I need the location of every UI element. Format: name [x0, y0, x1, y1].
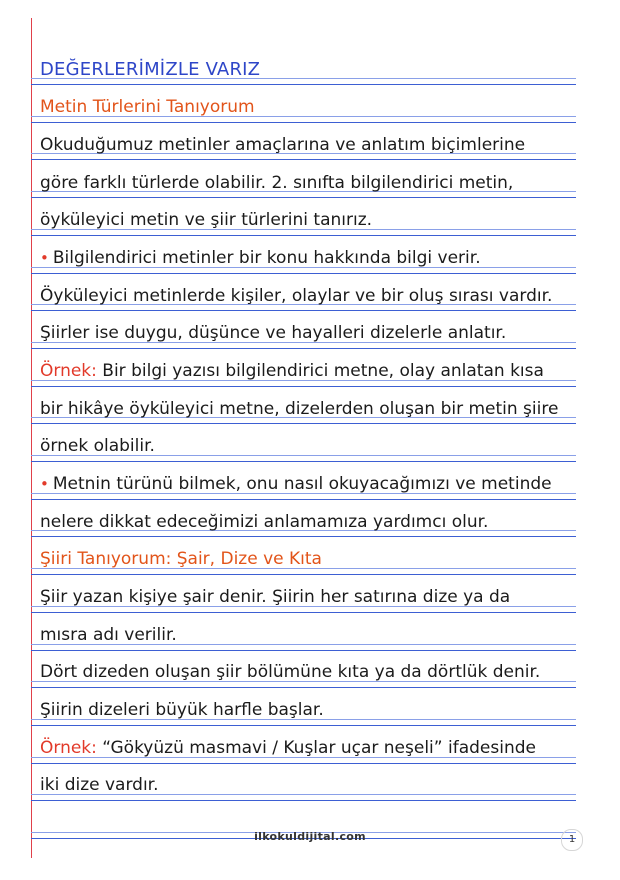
- example-label: Örnek:: [40, 738, 97, 758]
- paragraph-line: örnek olabilir.: [40, 436, 155, 456]
- bullet-item: [40, 243, 481, 273]
- paragraph-line: Öyküleyici metinlerde kişiler, olaylar ve bir oluş sırası vardır.: [40, 286, 553, 306]
- bullet-item: [40, 469, 552, 499]
- paragraph-line: mısra adı verilir.: [40, 625, 177, 645]
- base-line: [31, 574, 576, 575]
- page-number-badge: 1: [561, 829, 583, 851]
- example-text: “Gökyüzü masmavi / Kuşlar uçar neşeli” ifadesinde: [102, 738, 536, 758]
- paragraph-line: Dört dizeden oluşan şiir bölümüne kıta ya da dörtlük denir.: [40, 662, 541, 682]
- example-line: [40, 356, 544, 386]
- paragraph-line: bir hikâye öyküleyici metne, dizelerden oluşan bir metin şiire: [40, 399, 559, 419]
- section-heading-text-types: Metin Türlerini Tanıyorum: [40, 97, 255, 117]
- page-title: DEĞERLERİMİZLE VARIZ: [40, 59, 261, 80]
- example-line: [40, 733, 536, 763]
- section-heading-poem: Şiiri Tanıyorum: Şair, Dize ve Kıta: [40, 549, 322, 569]
- paragraph-line: öyküleyici metin ve şiir türlerini tanırız.: [40, 210, 373, 230]
- base-line: [31, 800, 576, 801]
- paragraph-line: göre farklı türlerde olabilir. 2. sınıfta bilgilendirici metin,: [40, 173, 514, 193]
- paragraph-line: Şiirler ise duygu, düşünce ve hayalleri dizelerle anlatır.: [40, 323, 507, 343]
- paragraph-line: Şiirin dizeleri büyük harfle başlar.: [40, 700, 324, 720]
- paragraph-line: Şiir yazan kişiye şair denir. Şiirin her satırına dize ya da: [40, 587, 511, 607]
- base-line: [31, 461, 576, 462]
- base-line: [31, 687, 576, 688]
- example-text: Bir bilgi yazısı bilgilendirici metne, olay anlatan kısa: [102, 361, 544, 381]
- bullet-icon: •: [40, 249, 49, 267]
- bullet-text: Bilgilendirici metinler bir konu hakkında bilgi verir.: [52, 248, 481, 268]
- base-line: [31, 725, 576, 726]
- paragraph-line: Okuduğumuz metinler amaçlarına ve anlatım biçimlerine: [40, 135, 526, 155]
- footer-site-link[interactable]: ilkokuldijital.com: [254, 830, 366, 843]
- paragraph-line: nelere dikkat edeceğimizi anlamamıza yardımcı olur.: [40, 512, 489, 532]
- example-label: Örnek:: [40, 361, 97, 381]
- paragraph-line: iki dize vardır.: [40, 775, 159, 795]
- bullet-icon: •: [40, 475, 49, 493]
- margin-line: [31, 18, 32, 858]
- base-line: [31, 348, 576, 349]
- bullet-text: Metnin türünü bilmek, onu nasıl okuyacağımızı ve metinde: [52, 474, 552, 494]
